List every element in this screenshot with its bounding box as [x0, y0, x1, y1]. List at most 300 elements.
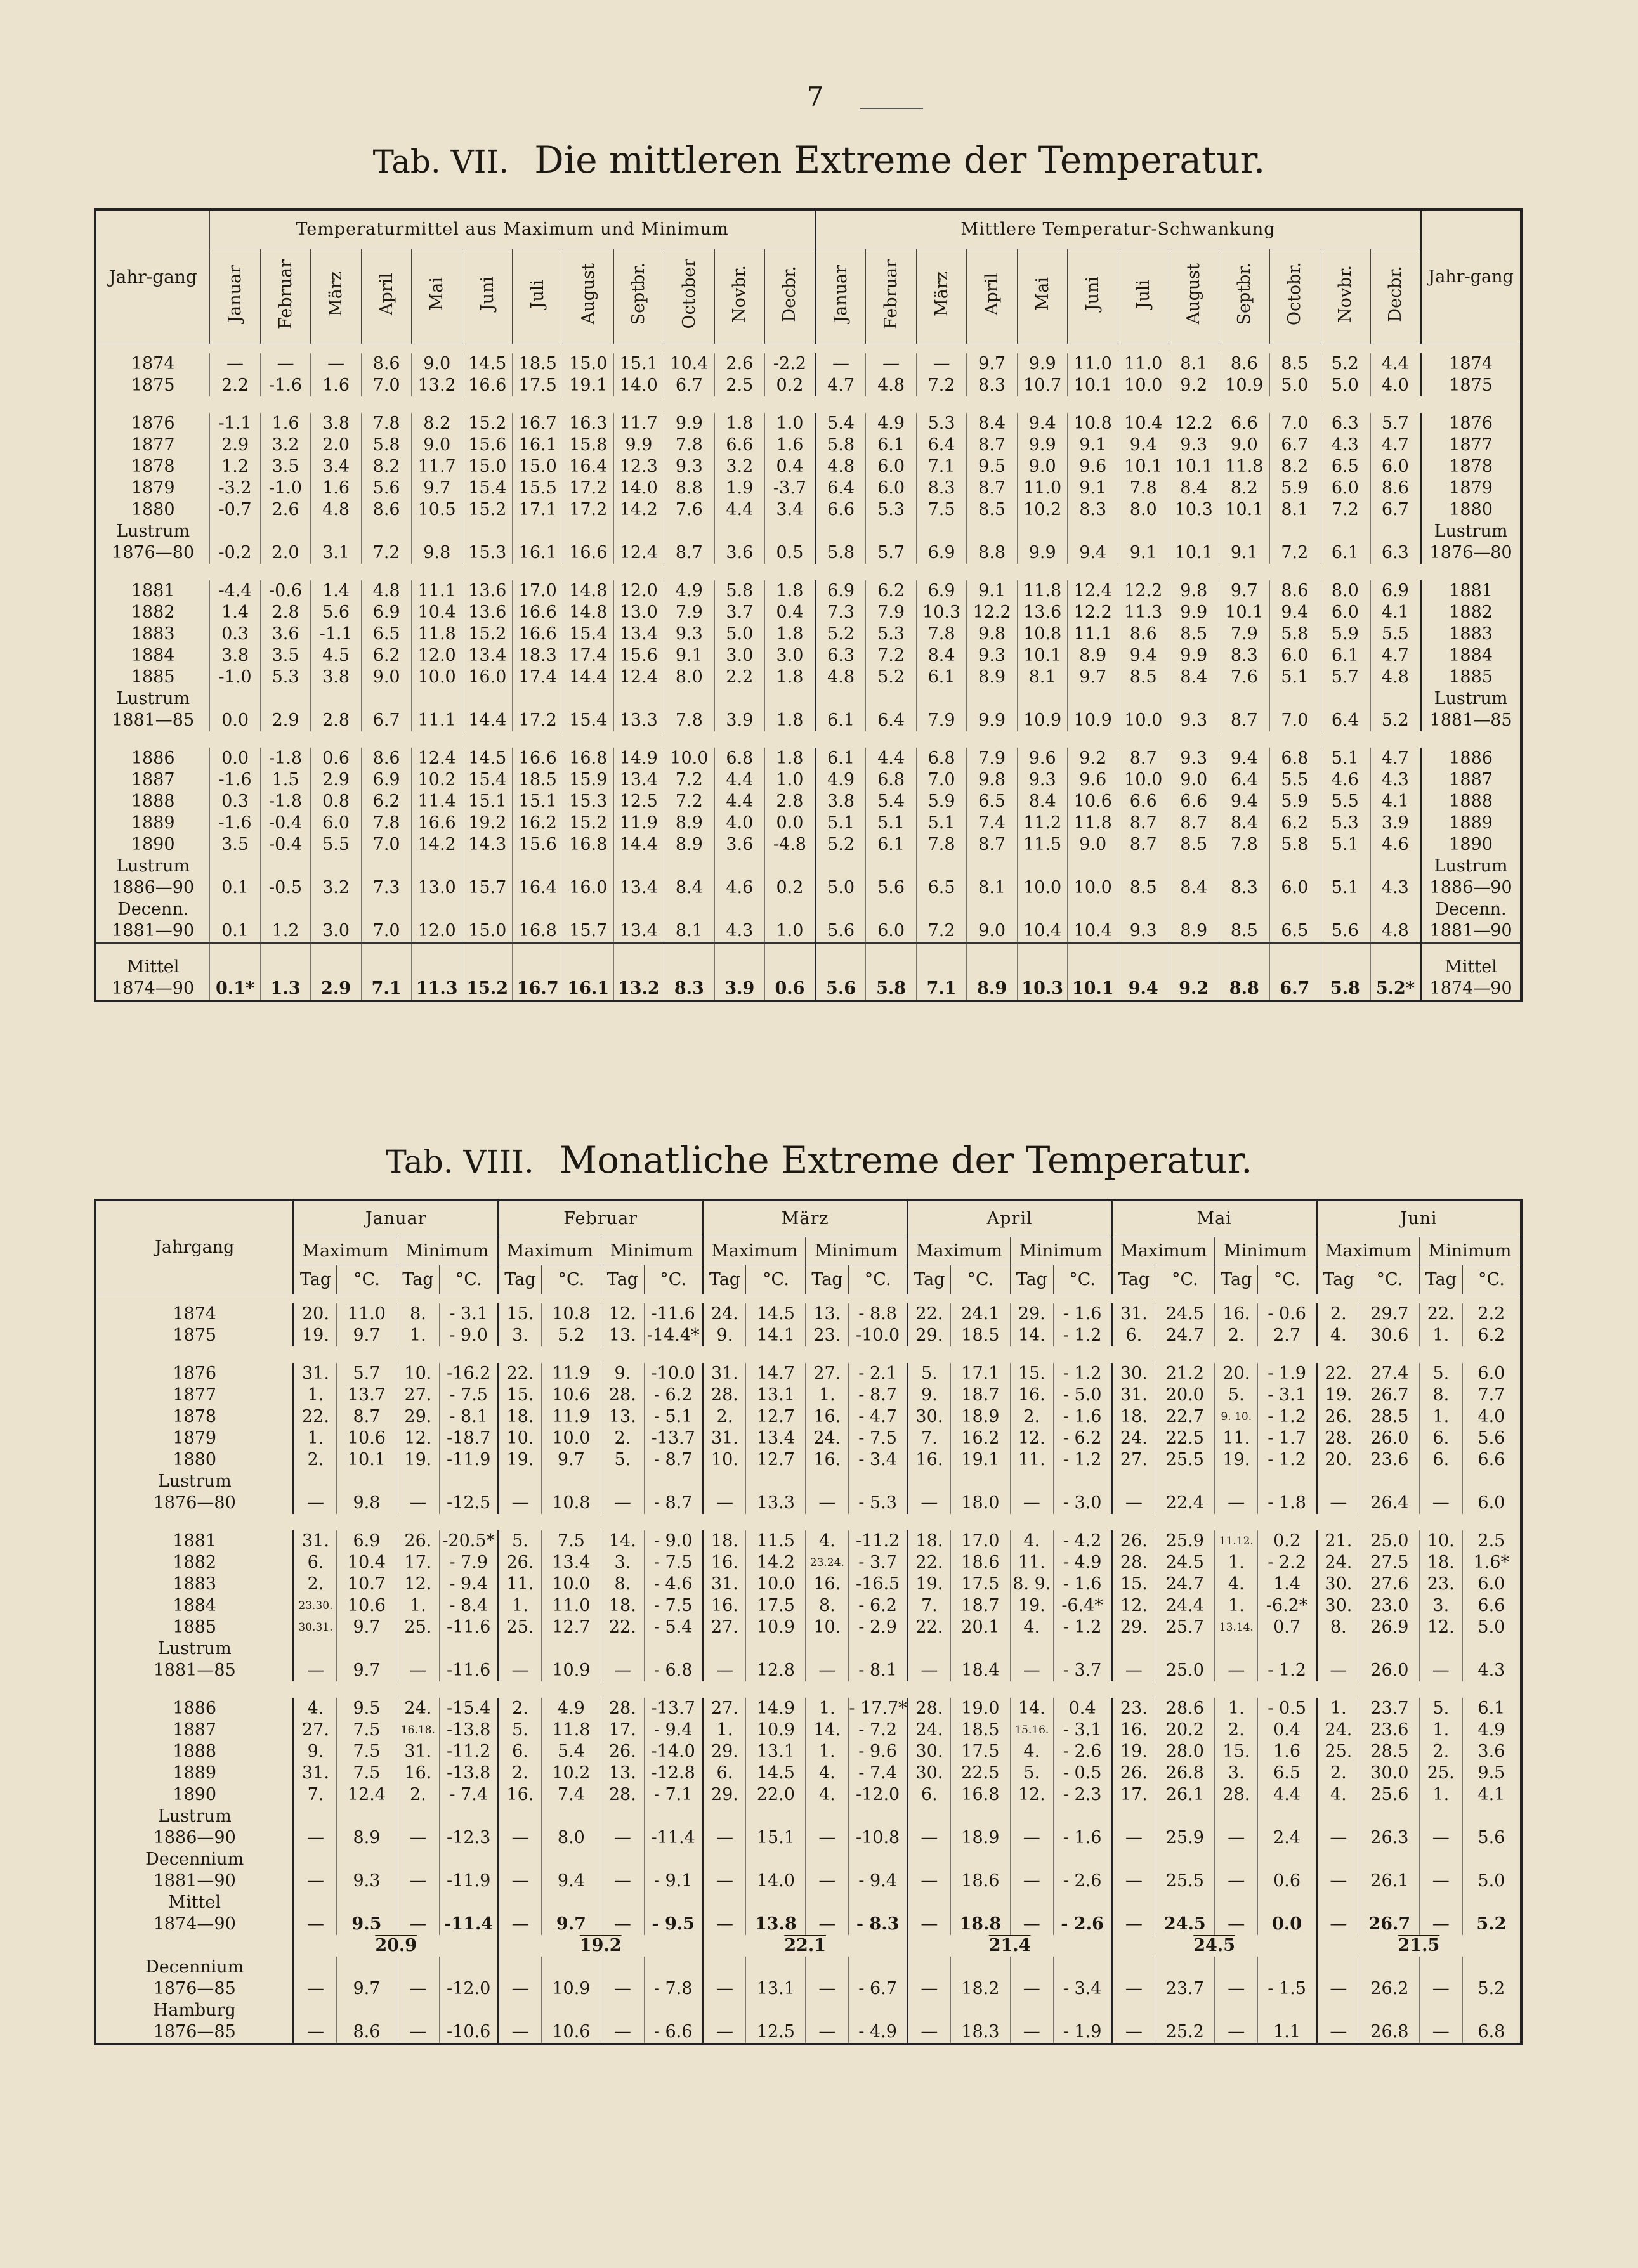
- tab7-month2-header: [1269, 249, 1320, 344]
- tab8-min-header: Minimum: [1419, 1237, 1521, 1265]
- tab8-cell: - 0.6: [1258, 1303, 1317, 1325]
- tab8-row-label-1: 1890: [173, 1784, 217, 1804]
- tab8-cell: 26.: [1316, 1406, 1360, 1428]
- tab7-mittel-cell: 17.4: [563, 645, 614, 667]
- tab7-month2-label: Juni: [1083, 277, 1103, 311]
- tab7-mittel-cell: 8.6: [361, 353, 412, 375]
- tab7-mittel-cell: 17.2: [563, 478, 614, 499]
- tab8-cell: - 8.3: [849, 1892, 908, 1935]
- tab7-mittel-cell: 14.4: [613, 834, 664, 856]
- tab7-month2-header: [1219, 249, 1270, 344]
- tab7-row: [95, 791, 1521, 812]
- tab7-mittel-cell: 0.1: [210, 856, 261, 899]
- tab8-cell: - 9.4: [644, 1719, 703, 1741]
- tab8-cell: - 8.4: [440, 1595, 499, 1617]
- tab7-schwankung-cell: 10.1: [1219, 499, 1270, 521]
- tab7-mittel-cell: 6.9: [361, 602, 412, 623]
- tab7-mittel-cell: 1.8: [765, 580, 816, 602]
- tab7-mittel-cell: 11.7: [613, 413, 664, 434]
- tab7-mittel-cell: 9.9: [664, 413, 715, 434]
- tab8-tag-header: Tag: [1419, 1265, 1462, 1294]
- tab7-mittel-cell: 4.4: [714, 499, 765, 521]
- tab7-row-label-right-1: 1887: [1449, 769, 1493, 790]
- tab8-cell: 2.: [1316, 1763, 1360, 1784]
- tab8-cell: —: [1419, 1892, 1462, 1935]
- tab7-row-label: [95, 580, 210, 602]
- tab7-mittel-cell: 3.8: [210, 645, 261, 667]
- tab7-schwankung-cell: 4.1: [1370, 791, 1421, 812]
- tab8-cell: —: [907, 1638, 950, 1681]
- tab7-mittel-cell: 15.2: [462, 499, 513, 521]
- tab7-row-label-right: [1421, 434, 1521, 456]
- tab8-cell: - 8.7: [644, 1471, 703, 1514]
- tab8-cell: 15.: [498, 1385, 541, 1406]
- tab7-mittel-cell: 4.4: [714, 769, 765, 791]
- tab8-cell: 11.: [1215, 1428, 1258, 1449]
- tab8-cell: 28.0: [1155, 1741, 1215, 1763]
- tab8-cell: 5.: [1010, 1763, 1053, 1784]
- tab8-cell: 12.8: [746, 1638, 806, 1681]
- tab8-cell: 30.: [907, 1406, 950, 1428]
- tab7-schwankung-cell: 11.0: [1017, 478, 1068, 499]
- tab8-cell: 28.5: [1360, 1406, 1419, 1428]
- tab7-schwankung-cell: 10.3: [1169, 499, 1219, 521]
- tab7-row: [95, 688, 1521, 731]
- tab7-schwankung-cell: 5.9: [1320, 623, 1371, 645]
- tab8-cell: 15.: [498, 1303, 541, 1325]
- tab8-cell: - 2.6: [1053, 1892, 1112, 1935]
- tab7-mittel-cell: -3.7: [765, 478, 816, 499]
- tab8-row: [95, 1385, 1521, 1406]
- tab8-cell: 28.: [1112, 1552, 1155, 1574]
- tab8-cell: —: [907, 1849, 950, 1892]
- tab8-cell: - 1.2: [1053, 1449, 1112, 1471]
- tab8-cell: -11.4: [644, 1806, 703, 1849]
- tab8-cell: - 6.6: [644, 2000, 703, 2044]
- tab8-cell: 18.0: [950, 1471, 1010, 1514]
- tab7-schwankung-cell: 5.1: [1320, 856, 1371, 899]
- tab7-schwankung-cell: 5.8: [1269, 834, 1320, 856]
- tab8-cell: 18.6: [950, 1849, 1010, 1892]
- tab8-cell: 24.7: [1155, 1574, 1215, 1595]
- tab7-schwankung-cell: 7.1: [916, 456, 967, 478]
- tab8-cell: 24.: [907, 1719, 950, 1741]
- tab8-row-label-2: 1886—90: [153, 1827, 236, 1848]
- tab8-cell: 16.: [1112, 1719, 1155, 1741]
- tab8-cell: 16.: [806, 1406, 849, 1428]
- tab8-cell: 8.: [1316, 1617, 1360, 1638]
- tab8-cell: 27.: [703, 1698, 746, 1719]
- tab7-mittel-cell: 6.7: [664, 375, 715, 396]
- tab8-cell: 2.7: [1258, 1325, 1317, 1346]
- tab7-schwankung-cell: 5.9: [916, 791, 967, 812]
- tab8-cell: 27.: [396, 1385, 440, 1406]
- tab7-schwankung-cell: 4.4: [1370, 353, 1421, 375]
- tab8-cell: 9.5: [337, 1698, 396, 1719]
- tab8-row-label: [95, 1719, 294, 1741]
- tab8-row-label-1: 1882: [173, 1552, 217, 1572]
- tab7-row: [95, 602, 1521, 623]
- tab8-cell: —: [498, 1892, 541, 1935]
- tab7-mittel-cell: 16.1: [513, 434, 563, 456]
- tab8-cell: 4.: [806, 1530, 849, 1552]
- tab8-cell: 16.: [703, 1552, 746, 1574]
- tab8-cell: 13.: [806, 1303, 849, 1325]
- tab8-cell: 2.5: [1462, 1530, 1521, 1552]
- tab8-cell: 1.: [1215, 1595, 1258, 1617]
- tab8-cell: 2.: [601, 1428, 644, 1449]
- tab8-cell: - 4.9: [1053, 1552, 1112, 1574]
- tab7-row-label-right-1: 1885: [1449, 667, 1493, 687]
- tab7-schwankung-cell: 6.7: [1269, 434, 1320, 456]
- tab8-cell: 18.7: [950, 1595, 1010, 1617]
- tab8-cell: -18.7: [440, 1428, 499, 1449]
- tab8-cell: 7.5: [337, 1741, 396, 1763]
- tab7-mittel-cell: 15.2: [462, 942, 513, 1001]
- tab7-schwankung-cell: 5.1: [1320, 748, 1371, 769]
- tab8-cell: —: [396, 1471, 440, 1514]
- tab8-cell: —: [601, 2000, 644, 2044]
- tab7-schwankung-cell: 4.1: [1370, 602, 1421, 623]
- tab7-schwankung-cell: 9.7: [1219, 580, 1270, 602]
- tab7-mittel-cell: 1.4: [311, 580, 362, 602]
- tab7-schwankung-cell: 9.4: [1068, 521, 1118, 564]
- tab7-mittel-cell: 3.0: [311, 899, 362, 943]
- tab8-cell: 29.: [1112, 1617, 1155, 1638]
- tab8-cell: 11.9: [541, 1406, 601, 1428]
- tab7-month-header: [664, 249, 715, 344]
- tab7-mittel-cell: -2.2: [765, 353, 816, 375]
- tab7-row-label: [95, 478, 210, 499]
- tab8-row: [95, 1741, 1521, 1763]
- tab7-mittel-cell: 0.4: [765, 456, 816, 478]
- tab7-row-label-1: 1887: [131, 769, 175, 790]
- tab7-title: [0, 138, 1638, 181]
- tab7-mittel-cell: 13.2: [613, 942, 664, 1001]
- tab7-mittel-cell: 2.2: [210, 375, 261, 396]
- tab8-row-label-1: 1881: [173, 1530, 217, 1551]
- tab7-schwankung-cell: 8.6: [1219, 353, 1270, 375]
- tab8-cell: - 1.2: [1258, 1406, 1317, 1428]
- tab7-spacer: [95, 344, 1521, 353]
- tab7-schwankung-cell: 11.2: [1017, 812, 1068, 834]
- tab7-schwankung-cell: 9.1: [967, 580, 1018, 602]
- tab8-row: [95, 1784, 1521, 1806]
- tab8-cell: 23.7: [1360, 1698, 1419, 1719]
- tab7-schwankung-cell: 7.2: [916, 899, 967, 943]
- tab7-row-label-right: [1421, 834, 1521, 856]
- tab7-mittel-cell: 4.4: [714, 791, 765, 812]
- tab8-cell: 24.7: [1155, 1325, 1215, 1346]
- tab8-cell: 24.4: [1155, 1595, 1215, 1617]
- tab8-cell: —: [498, 1957, 541, 2000]
- tab7-month-label: October: [679, 259, 699, 329]
- tab8-cell: 6.: [703, 1763, 746, 1784]
- tab8-cell: 12.5: [746, 2000, 806, 2044]
- tab7-mittel-cell: -1.8: [260, 791, 311, 812]
- tab8-max-header: Maximum: [1316, 1237, 1419, 1265]
- tab7-mittel-cell: 9.0: [412, 353, 462, 375]
- tab8-cell: 10.2: [541, 1763, 601, 1784]
- tab7-mittel-cell: 15.1: [462, 791, 513, 812]
- tab8-gap: [95, 1514, 1521, 1530]
- tab7-row-label-right-1: 1874: [1449, 353, 1493, 374]
- tab8-row-label-1: 1884: [173, 1595, 217, 1615]
- tab8-cell: 10.9: [746, 1617, 806, 1638]
- tab8-cell: 6.: [498, 1741, 541, 1763]
- tab7-schwankung-cell: 4.6: [1370, 834, 1421, 856]
- tab8-cell: - 9.4: [849, 1849, 908, 1892]
- tab8-cell: 6.9: [337, 1530, 396, 1552]
- tab8-cell: 4.: [1316, 1784, 1360, 1806]
- tab7-schwankung-cell: 12.4: [1068, 580, 1118, 602]
- tab8-cell: 1.: [703, 1719, 746, 1741]
- tab7-month2-header: [1320, 249, 1371, 344]
- tab7-mittel-cell: 13.4: [613, 769, 664, 791]
- tab7-jahrgang-header: Jahr-gang: [95, 209, 210, 344]
- tab7-row-label-right-1: 1876: [1449, 413, 1493, 433]
- tab7-schwankung-cell: 5.7: [1370, 413, 1421, 434]
- tab7-schwankung-cell: 6.1: [916, 667, 967, 688]
- tab7-month-label: April: [376, 273, 396, 315]
- tab8-cell: 2.: [703, 1406, 746, 1428]
- tab7-schwankung-cell: 8.5: [1118, 667, 1169, 688]
- tab7-mittel-cell: 16.1: [563, 942, 614, 1001]
- tab7-month-label: Februar: [275, 259, 296, 329]
- tab7-schwankung-cell: 5.8: [815, 521, 866, 564]
- tab7-row-label-1: Lustrum: [116, 856, 190, 876]
- tab7-schwankung-cell: 8.4: [1017, 791, 1068, 812]
- tab7-mittel-cell: 1.3: [260, 942, 311, 1001]
- tab8-cell: 23.: [1112, 1698, 1155, 1719]
- tab7-mittel-cell: 17.2: [513, 688, 563, 731]
- tab8-row-label-2: 1881—85: [153, 1660, 236, 1680]
- tab8-cell: 28.: [601, 1385, 644, 1406]
- tab7-mittel-cell: 3.0: [765, 645, 816, 667]
- tab7-schwankung-cell: 3.8: [815, 791, 866, 812]
- tab8-row: [95, 1428, 1521, 1449]
- tab8-cell: 12.7: [746, 1406, 806, 1428]
- tab7-month2-label: Novbr.: [1335, 265, 1355, 323]
- tab7-row: [95, 413, 1521, 434]
- tab7-row-label-right-1: 1883: [1449, 623, 1493, 644]
- tab7-mean-row: [95, 942, 1521, 1001]
- tab7-mittel-cell: 0.1: [210, 899, 261, 943]
- tab8-cell: 16.: [806, 1449, 849, 1471]
- tab7-mittel-cell: 18.5: [513, 353, 563, 375]
- tab8-row-label: [95, 1595, 294, 1617]
- tab8-row: [95, 1574, 1521, 1595]
- tab8-cell: —: [396, 1957, 440, 2000]
- tab8-cell: 9.7: [337, 1325, 396, 1346]
- tab7-row-label-right: [1421, 623, 1521, 645]
- tab7-row-label: [95, 812, 210, 834]
- tab7-schwankung-cell: 6.5: [1320, 456, 1371, 478]
- tab8-cell: 7.5: [337, 1719, 396, 1741]
- tab8-cell: - 7.2: [849, 1719, 908, 1741]
- tab7-mittel-cell: 14.5: [462, 748, 513, 769]
- tab8-cell: 1.: [498, 1595, 541, 1617]
- tab8-cell: 9.8: [337, 1471, 396, 1514]
- tab7-mittel-cell: 3.5: [210, 834, 261, 856]
- tab7-schwankung-cell: 4.7: [815, 375, 866, 396]
- tab7-schwankung-cell: 6.1: [1320, 521, 1371, 564]
- tab8-cell: -10.6: [440, 2000, 499, 2044]
- tab8-row: [95, 1638, 1521, 1681]
- tab8-cell: -12.5: [440, 1471, 499, 1514]
- tab8-cell: -16.5: [849, 1574, 908, 1595]
- tab8-cell: 25.: [498, 1617, 541, 1638]
- tab8-cell: 9.5: [1462, 1763, 1521, 1784]
- tab7-schwankung-cell: 5.6: [815, 899, 866, 943]
- tab8-cell: —: [907, 1892, 950, 1935]
- tab7-mittel-cell: 3.2: [714, 456, 765, 478]
- tab8-cell: 19.: [1112, 1741, 1155, 1763]
- tab7-mittel-cell: 3.6: [260, 623, 311, 645]
- tab7-row-label-1: Lustrum: [116, 688, 190, 708]
- tab8-row-label: [95, 1471, 294, 1514]
- tab8-cell: - 1.2: [1258, 1449, 1317, 1471]
- tab7-row-label-right: [1421, 456, 1521, 478]
- tab8-cell: —: [1316, 2000, 1360, 2044]
- tab8-cell: 10.6: [337, 1428, 396, 1449]
- tab7-mittel-cell: 15.0: [462, 899, 513, 943]
- tab8-cell: —: [294, 1892, 337, 1935]
- tab8-cell: 27.6: [1360, 1574, 1419, 1595]
- tab8-row: [95, 1552, 1521, 1574]
- tab8-cell: - 3.1: [1053, 1719, 1112, 1741]
- tab8-cell: 26.9: [1360, 1617, 1419, 1638]
- tab8-cell: 6.: [294, 1552, 337, 1574]
- tab8-cell: 14.: [806, 1719, 849, 1741]
- tab7-mittel-cell: 0.0: [210, 748, 261, 769]
- tab7-row-label-right-1: 1878: [1449, 456, 1493, 476]
- tab8-cell: - 3.1: [440, 1303, 499, 1325]
- tab7-mittel-cell: 17.0: [513, 580, 563, 602]
- tab8-row-label: [95, 2000, 294, 2044]
- tab8-cell: -12.3: [440, 1806, 499, 1849]
- tab7-row-label-2: 1881—90: [112, 920, 195, 941]
- tab7-schwankung-cell: 5.8: [866, 942, 917, 1001]
- tab7-schwankung-cell: 9.0: [1068, 834, 1118, 856]
- tab7-mittel-cell: 1.2: [210, 456, 261, 478]
- tab8-cell: —: [907, 2000, 950, 2044]
- tab8-cell: -13.8: [440, 1763, 499, 1784]
- tab7-mittel-cell: 5.6: [361, 478, 412, 499]
- tab8-mean-row: [95, 1892, 1521, 1935]
- tab7-month-header: [311, 249, 362, 344]
- tab8-row: [95, 1449, 1521, 1471]
- tab7-schwankung-cell: 5.5: [1370, 623, 1421, 645]
- tab7-row-label-1: 1889: [131, 812, 175, 833]
- tab8-cell: 25.7: [1155, 1617, 1215, 1638]
- tab8-cell: —: [396, 1638, 440, 1681]
- tab7-row-label-right-1: 1875: [1449, 375, 1493, 395]
- tab8-cell: 17.0: [950, 1530, 1010, 1552]
- tab7-mittel-cell: 14.4: [563, 667, 614, 688]
- tab8-cell: - 3.7: [1053, 1638, 1112, 1681]
- tab8-cell: —: [703, 1849, 746, 1892]
- tab7-mittel-cell: -0.4: [260, 812, 311, 834]
- tab8-tag-header: Tag: [907, 1265, 950, 1294]
- tab8-row: [95, 1957, 1521, 2000]
- tab8-cell: -11.9: [440, 1849, 499, 1892]
- tab8-spacer: [95, 1294, 1521, 1303]
- tab7-mittel-cell: 15.3: [563, 791, 614, 812]
- tab7-mittel-cell: 2.6: [714, 353, 765, 375]
- tab7-mittel-cell: 10.0: [664, 748, 715, 769]
- tab8-cell: 5.2: [1462, 1957, 1521, 2000]
- tab8-cell: - 1.2: [1053, 1363, 1112, 1385]
- tab7-mittel-cell: 17.1: [513, 499, 563, 521]
- tab8-month-header: Mai: [1112, 1200, 1316, 1237]
- tab8-cell: 23.6: [1360, 1449, 1419, 1471]
- tab7-row-label-1: Mittel: [126, 956, 180, 977]
- tab8-tag-header: Tag: [396, 1265, 440, 1294]
- tab7-mittel-cell: 11.3: [412, 942, 462, 1001]
- tab7-month2-label: Mai: [1032, 277, 1052, 311]
- tab7-mittel-cell: 8.7: [664, 521, 715, 564]
- tab8-cell: 9.: [601, 1363, 644, 1385]
- tab8-cell: 15.: [1010, 1363, 1053, 1385]
- tab8-cell: 22.: [1419, 1303, 1462, 1325]
- tab7-schwankung-cell: 9.1: [1118, 521, 1169, 564]
- tab7-schwankung-cell: 4.6: [1320, 769, 1371, 791]
- tab7-schwankung-cell: 7.9: [1219, 623, 1270, 645]
- tab8-cell: - 9.0: [644, 1530, 703, 1552]
- tab8-tag-header: Tag: [1112, 1265, 1155, 1294]
- tab7-row-label: [95, 623, 210, 645]
- tab7-mittel-cell: 5.6: [311, 602, 362, 623]
- tab7-schwankung-cell: 6.0: [866, 456, 917, 478]
- tab8-cell: —: [601, 1849, 644, 1892]
- tab8-cell: —: [1316, 1638, 1360, 1681]
- tab7-schwankung-cell: 4.8: [815, 456, 866, 478]
- tab8-cell: 31.: [703, 1574, 746, 1595]
- tab8-month-header: Juni: [1316, 1200, 1521, 1237]
- tab8-row: [95, 1849, 1521, 1892]
- tab7-schwankung-cell: 9.3: [1118, 899, 1169, 943]
- tab8-tag-header: Tag: [1316, 1265, 1360, 1294]
- tab7-row-label-1: 1886: [131, 748, 175, 768]
- tab8-cell: - 9.0: [440, 1325, 499, 1346]
- tab7-schwankung-cell: 10.3: [916, 602, 967, 623]
- tab8-cell: 12.7: [746, 1449, 806, 1471]
- tab7-schwankung-cell: 9.8: [967, 623, 1018, 645]
- tab8-cell: —: [907, 1471, 950, 1514]
- tab8-cell: 22.: [498, 1363, 541, 1385]
- tab7-mittel-cell: 9.9: [613, 434, 664, 456]
- tab7-schwankung-cell: 6.9: [916, 580, 967, 602]
- tab7-mittel-cell: 0.3: [210, 791, 261, 812]
- tab8-cell: —: [1419, 2000, 1462, 2044]
- tab7-row-label-2: 1881—85: [112, 710, 195, 730]
- tab7-schwankung-cell: 4.9: [866, 413, 917, 434]
- tab7-schwankung-cell: 5.0: [1320, 375, 1371, 396]
- tab7-mittel-cell: 7.0: [361, 375, 412, 396]
- tab8-cell: 17.5: [950, 1574, 1010, 1595]
- tab8-row-label-1: 1887: [173, 1719, 217, 1740]
- tab8-tag-header: Tag: [498, 1265, 541, 1294]
- tab8-cell: 1.1: [1258, 2000, 1317, 2044]
- tab8-cell: 18.6: [950, 1552, 1010, 1574]
- tab8-max-header: Maximum: [907, 1237, 1010, 1265]
- tab8-cell: 13.1: [746, 1385, 806, 1406]
- tab8-cell: 10.: [498, 1428, 541, 1449]
- tab7-row-label-right: [1421, 812, 1521, 834]
- tab7-month-label: Januar: [225, 265, 246, 323]
- tab8-tag-header: Tag: [703, 1265, 746, 1294]
